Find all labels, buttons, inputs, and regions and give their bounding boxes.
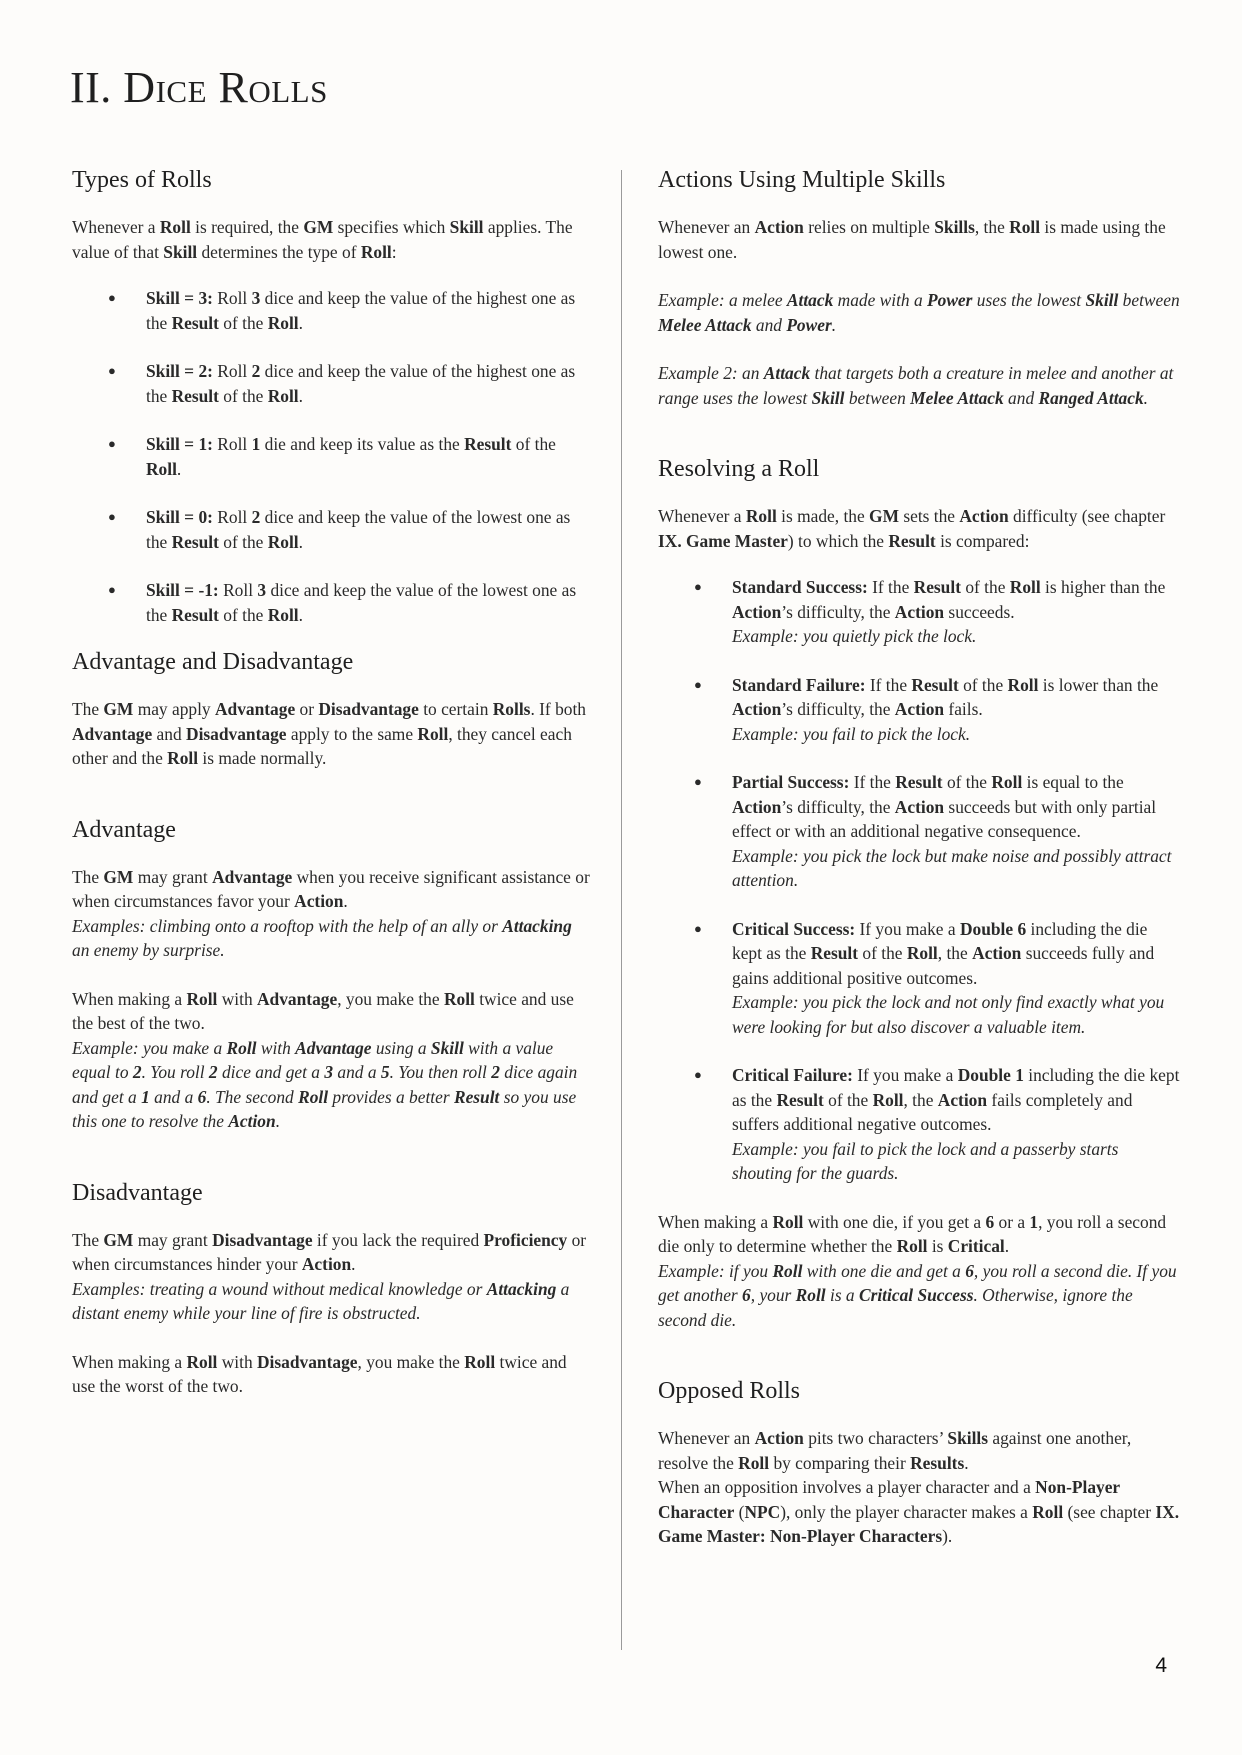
paragraph: Whenever a Roll is required, the GM specifies which Skill applies. The value of that Skill determines the type of Roll:	[72, 217, 573, 262]
bullet-item: ● Skill = 3: Roll 3 dice and keep the value of the highest one as the Result of the Roll.	[72, 286, 590, 335]
section-resolving-a-roll	[658, 454, 1180, 1332]
column-divider	[621, 170, 622, 1650]
paragraph: When making a Roll with Disadvantage, you make the Roll twice and use the worst of the two.	[72, 1351, 567, 1396]
bullet-item: ● Skill = -1: Roll 3 dice and keep the value of the lowest one as the Result of the Roll.	[72, 578, 590, 627]
page-number: 4	[1155, 1654, 1167, 1677]
section-heading: Actions Using Multiple Skills	[658, 167, 946, 193]
bullet-item: ● Skill = 0: Roll 2 dice and keep the value of the lowest one as the Result of the Roll.	[72, 505, 590, 554]
section-actions-using-multiple-skills	[658, 165, 1180, 410]
bullet-item: ● Partial Success: If the Result of the Roll is equal to the Action’s difficulty, the Action succeeds but with only partial effect or with an additional negative consequence. Example: you pick the lock but make noise and possibly attract attention.	[658, 770, 1180, 893]
section-heading: Advantage	[72, 816, 176, 843]
example-paragraph: Examples: treating a wound without medical knowledge or Attacking a distant enemy while your line of fire is obstructed.	[72, 1278, 570, 1323]
skill-bullet-list	[72, 286, 590, 627]
page-title: II. Dice Rolls	[70, 63, 328, 112]
paragraph: The GM may grant Disadvantage if you lack the required Proficiency or when circumstances hinder your Action.	[72, 1229, 587, 1274]
bullet-item: ● Critical Failure: If you make a Double 1 including the die kept as the Result of the Roll, the Action fails completely and suffers additional negative outcomes. Example: you fail to pick the lock and a passerby starts shouting for the guards.	[658, 1063, 1180, 1186]
bullet-item: ● Skill = 1: Roll 1 die and keep its value as the Result of the Roll.	[72, 432, 590, 481]
bullet-item: ● Standard Success: If the Result of the Roll is higher than the Action’s difficulty, the Action succeeds. Example: you quietly pick the lock.	[658, 575, 1180, 649]
paragraph: Whenever an Action relies on multiple Skills, the Roll is made using the lowest one.	[658, 217, 1166, 262]
example-paragraph: Example: you make a Roll with Advantage using a Skill with a value equal to 2. You roll 2 dice and get a 3 and a 5. You then roll 2 dice again and get a 1 and a 6. The second Roll provides a better Result so you use this one to resolve the Action.	[72, 1037, 578, 1131]
example-paragraph: Example: a melee Attack made with a Power uses the lowest Skill between Melee Attack and Power.	[658, 290, 1180, 335]
paragraph: The GM may grant Advantage when you receive significant assistance or when circumstances favor your Action.	[72, 866, 590, 911]
outcome-bullet-list	[658, 575, 1180, 1186]
paragraph: The GM may apply Advantage or Disadvantage to certain Rolls. If both Advantage and Disadvantage apply to the same Roll, they cancel each other and the Roll is made normally.	[72, 699, 586, 768]
bullet-item: ● Standard Failure: If the Result of the Roll is lower than the Action’s difficulty, the Action fails. Example: you fail to pick the lock.	[658, 673, 1180, 747]
section-heading: Advantage and Disadvantage	[72, 649, 354, 675]
right-column	[658, 165, 1180, 1593]
example-paragraph: Examples: climbing onto a rooftop with the help of an ally or Attacking an enemy by surprise.	[72, 915, 572, 960]
bullet-item: ● Skill = 2: Roll 2 dice and keep the value of the highest one as the Result of the Roll.	[72, 359, 590, 408]
section-heading: Opposed Rolls	[658, 1378, 801, 1404]
section-heading: Resolving a Roll	[658, 456, 820, 482]
section-types-of-rolls	[72, 165, 590, 627]
example-paragraph: Example: if you Roll with one die and get a 6, you roll a second die. If you get another 6, your Roll is a Critical Success. Otherwise, ignore the second die.	[658, 1260, 1177, 1330]
section-heading: Types of Rolls	[72, 167, 212, 193]
example-paragraph: Example 2: an Attack that targets both a creature in melee and another at range uses the lowest Skill between Melee Attack and Ranged Attack.	[658, 363, 1174, 408]
paragraph: Whenever an Action pits two characters’ Skills against one another, resolve the Roll by comparing their Results.	[658, 1428, 1132, 1473]
bullet-item: ● Critical Success: If you make a Double 6 including the die kept as the Result of the Roll, the Action succeeds fully and gains additional positive outcomes. Example: you pick the lock and not only find exactly what you were looking for but also discover a valuable item.	[658, 917, 1180, 1040]
section-heading: Disadvantage	[72, 1179, 203, 1206]
left-column	[72, 165, 590, 1443]
section-advantage-and-disadvantage	[72, 647, 590, 771]
paragraph: When making a Roll with one die, if you get a 6 or a 1, you roll a second die only to determine whether the Roll is Critical.	[658, 1211, 1167, 1256]
paragraph: Whenever a Roll is made, the GM sets the Action difficulty (see chapter IX. Game Master) to which the Result is compared:	[658, 506, 1166, 551]
paragraph: When an opposition involves a player character and a Non-Player Character (NPC), only the player character makes a Roll (see chapter IX. Game Master: Non-Player Characters).	[658, 1477, 1180, 1546]
section-opposed-rolls	[658, 1376, 1180, 1549]
section-disadvantage	[72, 1178, 590, 1399]
paragraph: When making a Roll with Advantage, you make the Roll twice and use the best of the two.	[72, 988, 574, 1033]
section-advantage	[72, 815, 590, 1134]
